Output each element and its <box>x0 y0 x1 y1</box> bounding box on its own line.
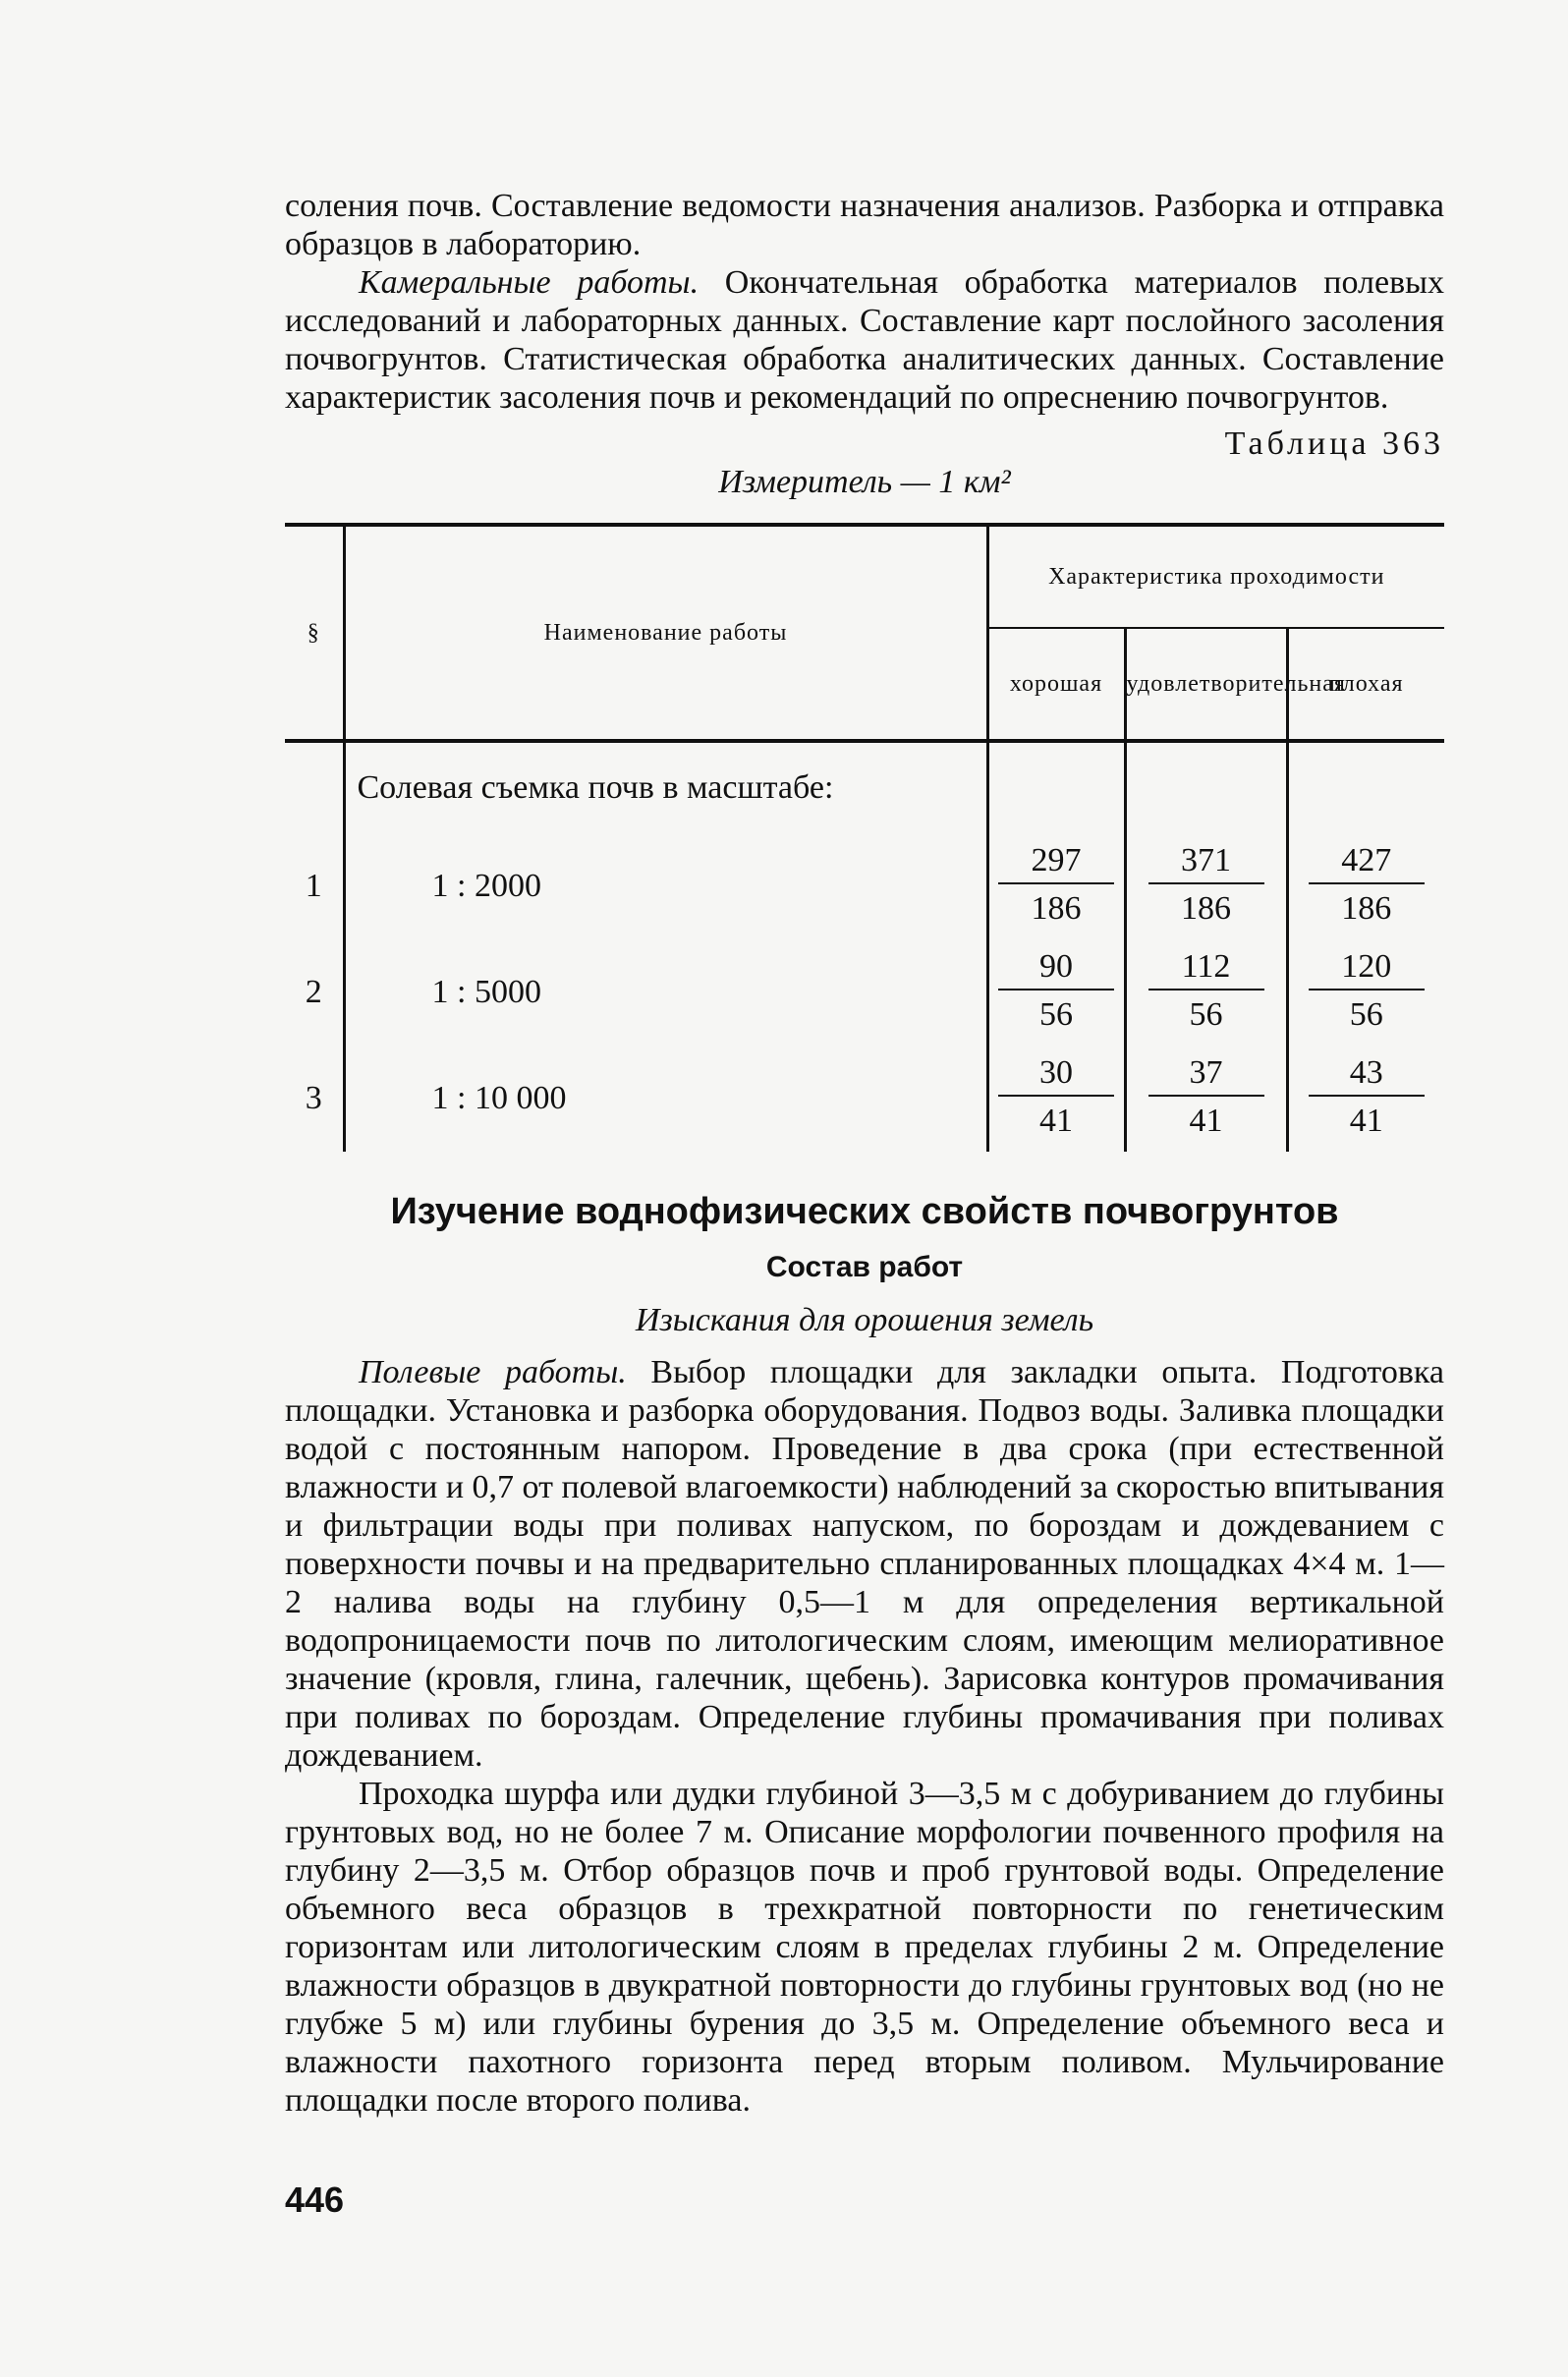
header-passability: Характеристика проходимости <box>987 525 1444 628</box>
section-title: Изучение воднофизических свойств почвогрунтов <box>390 1191 1339 1232</box>
page-number: 446 <box>285 2179 345 2220</box>
table-row <box>285 833 1444 939</box>
header-section: § <box>285 525 344 741</box>
page-content <box>285 187 1444 2120</box>
fraction-satisfactory: $\frac{112}{56}$ <box>1148 945 1264 1040</box>
pit-paragraph: Проходка шурфа или дудки глубиной 3—3,5 м с добуриванием до глубины грунтовых вод, но не более 7 м. Описание морфологии почвенного профиля на глубину 2—3,5 м. Отбор образцов почв и проб грунтовой воды. Определение объемного веса образцов в трехкратной повторности по генетическим горизонтам или литологическим слоям в пределах глубины 2 м. Определение влажности образцов в двукратной повторности до глубины грунтовых вод (но не глубже 5 м) или глубины бурения до 3,5 м. Определение объемного веса и влажности пахотного горизонта перед вторым поливом. Мульчирование площадки после второго полива. <box>285 1776 1444 2119</box>
fraction-bad: $\frac{427}{186}$ <box>1309 839 1425 934</box>
group-label: Солевая съемка почв в масштабе: <box>344 741 987 833</box>
row-section: 2 <box>305 974 322 1010</box>
header-satisfactory: удовлетворительная <box>1125 628 1287 741</box>
intro-paragraph-1: соления почв. Составление ведомости назначения анализов. Разборка и отправка образцов в лабораторию. <box>285 188 1444 262</box>
table-row <box>285 1046 1444 1152</box>
intro-paragraph-2-label: Камеральные работы. <box>359 264 700 301</box>
table-caption: Таблица 363 <box>1224 425 1444 462</box>
field-works-text: Выбор площадки для закладки опыта. Подготовка площадки. Установка и разборка оборудования. Подвоз воды. Заливка площадки водой с постоянным напором. Проведение в два срока (при естественной влажности и 0,7 от полевой влагоемкости) наблюдений за скоростью впитывания и фильтрации воды при поливах напуском, по бороздам и дождеванием с поверхности почвы и на предварительно спланированных площадках 4×4 м. 1—2 налива воды на глубину 0,5—1 м для определения вертикальной водопроницаемости почв по литологическим слоям, имеющим мелиоративное значение (кровля, глина, галечник, щебень). Зарисовка контуров промачивания при поливах по бороздам. Определение глубины промачивания при поливах дождеванием. <box>285 1354 1444 1774</box>
intro-paragraph-2-text: Окончательная обработка материалов полевых исследований и лабораторных данных. Составление карт послойного засоления почвогрунтов. Статистическая обработка аналитических данных. Составление характеристик засоления почв и рекомендаций по опреснению почвогрунтов. <box>285 264 1444 416</box>
table-unit: Измеритель — 1 км² <box>718 464 1011 500</box>
row-scale: 1 : 5000 <box>344 939 987 1046</box>
fraction-bad: $\frac{120}{56}$ <box>1309 945 1425 1040</box>
row-section: 3 <box>305 1080 322 1116</box>
field-works-label: Полевые работы. <box>359 1354 627 1390</box>
fraction-good: $\frac{30}{41}$ <box>998 1051 1114 1146</box>
field-works-paragraph <box>285 1353 1444 1775</box>
header-bad: плохая <box>1287 628 1444 741</box>
fraction-good: $\frac{90}{56}$ <box>998 945 1114 1040</box>
section-subtitle: Состав работ <box>765 1251 964 1283</box>
intro-paragraph-2 <box>285 263 1444 417</box>
header-good: хорошая <box>987 628 1125 741</box>
fraction-good: $\frac{297}{186}$ <box>998 839 1114 934</box>
norms-table <box>285 523 1444 1152</box>
header-work-name: Наименование работы <box>344 525 987 741</box>
row-section: 1 <box>305 868 322 904</box>
table-row <box>285 939 1444 1046</box>
row-scale: 1 : 10 000 <box>344 1046 987 1152</box>
fraction-bad: $\frac{43}{41}$ <box>1309 1051 1425 1146</box>
fraction-satisfactory: $\frac{37}{41}$ <box>1148 1051 1264 1146</box>
row-scale: 1 : 2000 <box>344 833 987 939</box>
fraction-satisfactory: $\frac{371}{186}$ <box>1148 839 1264 934</box>
section-subsubtitle: Изыскания для орошения земель <box>635 1302 1094 1338</box>
